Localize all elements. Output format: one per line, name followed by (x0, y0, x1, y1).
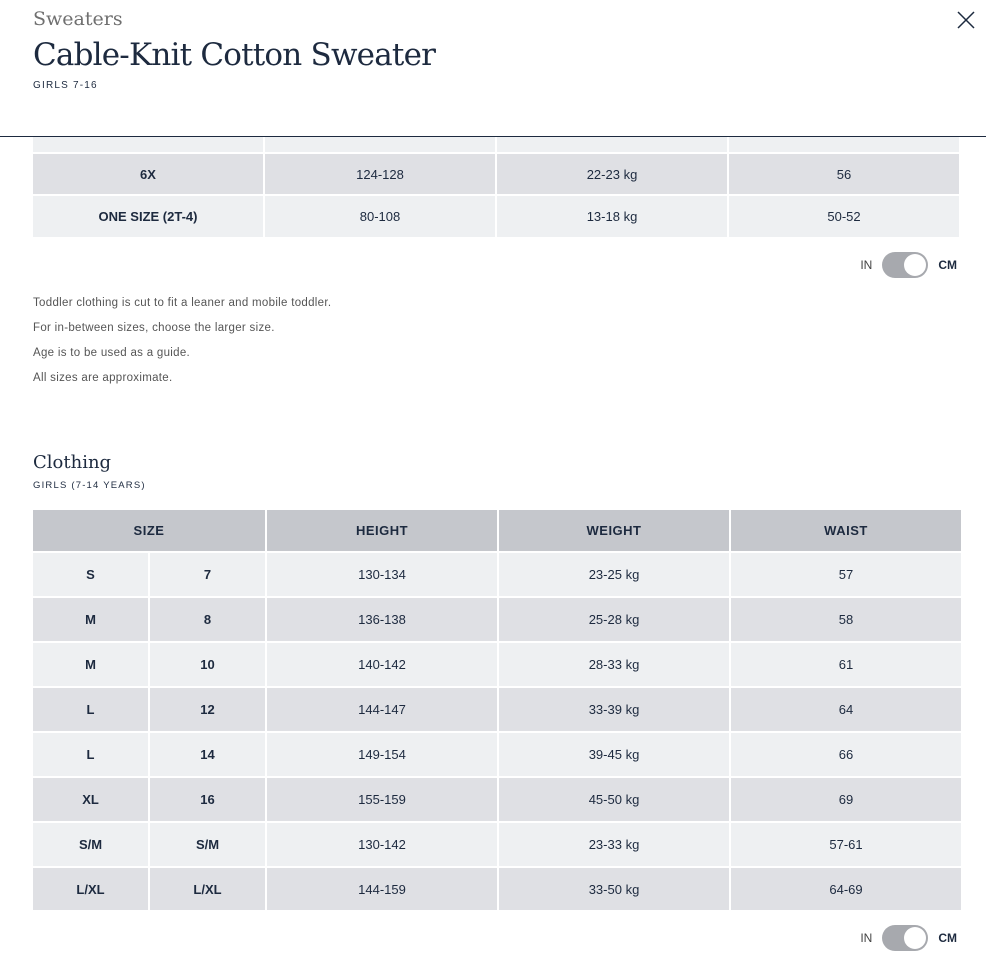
unit-switch[interactable] (882, 925, 928, 951)
table-row (33, 778, 961, 821)
waist-cell: 57 (731, 553, 961, 596)
size-cell: M (33, 643, 148, 686)
waist-cell: 64 (731, 688, 961, 731)
waist-cell: 58 (731, 598, 961, 641)
height-cell: 136-138 (267, 598, 497, 641)
size-cell: L (33, 733, 148, 776)
waist-cell: 57-61 (731, 823, 961, 866)
unit-toggle-bottom (860, 924, 957, 952)
age-cell: 16 (150, 778, 265, 821)
table-row (33, 733, 961, 776)
table-row (33, 154, 959, 194)
close-icon-glyph (955, 9, 977, 31)
waist-cell: 69 (731, 778, 961, 821)
age-cell: L/XL (150, 868, 265, 910)
weight-cell: 39-45 kg (499, 733, 729, 776)
size-cell: S/M (33, 823, 148, 866)
waist-cell: 66 (731, 733, 961, 776)
unit-toggle (860, 251, 957, 279)
note-text: Age is to be used as a guide. (33, 347, 191, 359)
age-cell: 10 (150, 643, 265, 686)
size-cell: XL (33, 778, 148, 821)
age-cell: 12 (150, 688, 265, 731)
size-cell: S (33, 553, 148, 596)
section-title: Clothing (33, 452, 112, 473)
weight-cell: 23-25 kg (499, 553, 729, 596)
toddler-size-table (31, 137, 961, 239)
size-cell: ONE SIZE (2T-4) (33, 196, 263, 237)
table-header-row (33, 510, 961, 551)
size-cell: 6X (33, 154, 263, 194)
weight-cell: 33-50 kg (499, 868, 729, 910)
size-cell: M (33, 598, 148, 641)
waist-cell: 50-52 (729, 196, 959, 237)
note-text: Toddler clothing is cut to fit a leaner and mobile toddler. (33, 297, 332, 309)
column-header-waist: WAIST (731, 510, 961, 551)
height-cell: 130-142 (267, 823, 497, 866)
height-cell: 140-142 (267, 643, 497, 686)
close-icon[interactable] (955, 9, 977, 31)
height-cell: 144-159 (267, 868, 497, 910)
column-header-height: HEIGHT (267, 510, 497, 551)
unit-cm-label[interactable]: CM (938, 258, 957, 272)
weight-cell: 22-23 kg (497, 154, 727, 194)
unit-in-label[interactable]: IN (860, 258, 873, 272)
weight-cell: 25-28 kg (499, 598, 729, 641)
waist-cell: 61 (731, 643, 961, 686)
weight-cell: 28-33 kg (499, 643, 729, 686)
weight-cell: 13-18 kg (497, 196, 727, 237)
column-header-size: SIZE (33, 510, 265, 551)
table-row (33, 823, 961, 866)
age-cell: 8 (150, 598, 265, 641)
height-cell: 144-147 (267, 688, 497, 731)
unit-in-label[interactable]: IN (860, 931, 873, 945)
weight-cell: 23-33 kg (499, 823, 729, 866)
size-cell: L (33, 688, 148, 731)
product-subtitle: GIRLS 7-16 (33, 80, 98, 91)
section-subtitle: GIRLS (7-14 YEARS) (33, 480, 146, 491)
unit-cm-label[interactable]: CM (938, 931, 957, 945)
table-row (33, 553, 961, 596)
size-cell: L/XL (33, 868, 148, 910)
height-cell: 155-159 (267, 778, 497, 821)
note-text: All sizes are approximate. (33, 372, 173, 384)
column-header-weight: WEIGHT (499, 510, 729, 551)
weight-cell: 33-39 kg (499, 688, 729, 731)
modal-header (0, 0, 986, 137)
category-label: Sweaters (33, 8, 123, 30)
table-row-clipped (33, 137, 959, 152)
height-cell: 80-108 (265, 196, 495, 237)
height-cell: 130-134 (267, 553, 497, 596)
table-row (33, 868, 961, 910)
age-cell: 7 (150, 553, 265, 596)
age-cell: 14 (150, 733, 265, 776)
switch-knob (904, 254, 926, 276)
table-row (33, 643, 961, 686)
table-row (33, 196, 959, 237)
size-guide-scroll-area[interactable] (0, 137, 986, 962)
height-cell: 124-128 (265, 154, 495, 194)
waist-cell: 56 (729, 154, 959, 194)
product-title: Cable-Knit Cotton Sweater (33, 37, 436, 73)
table-row (33, 688, 961, 731)
weight-cell: 45-50 kg (499, 778, 729, 821)
age-cell: S/M (150, 823, 265, 866)
note-text: For in-between sizes, choose the larger size. (33, 322, 275, 334)
table-row (33, 598, 961, 641)
size-notes (33, 297, 331, 397)
height-cell: 149-154 (267, 733, 497, 776)
switch-knob (904, 927, 926, 949)
clothing-size-table (31, 508, 963, 912)
unit-switch[interactable] (882, 252, 928, 278)
waist-cell: 64-69 (731, 868, 961, 910)
